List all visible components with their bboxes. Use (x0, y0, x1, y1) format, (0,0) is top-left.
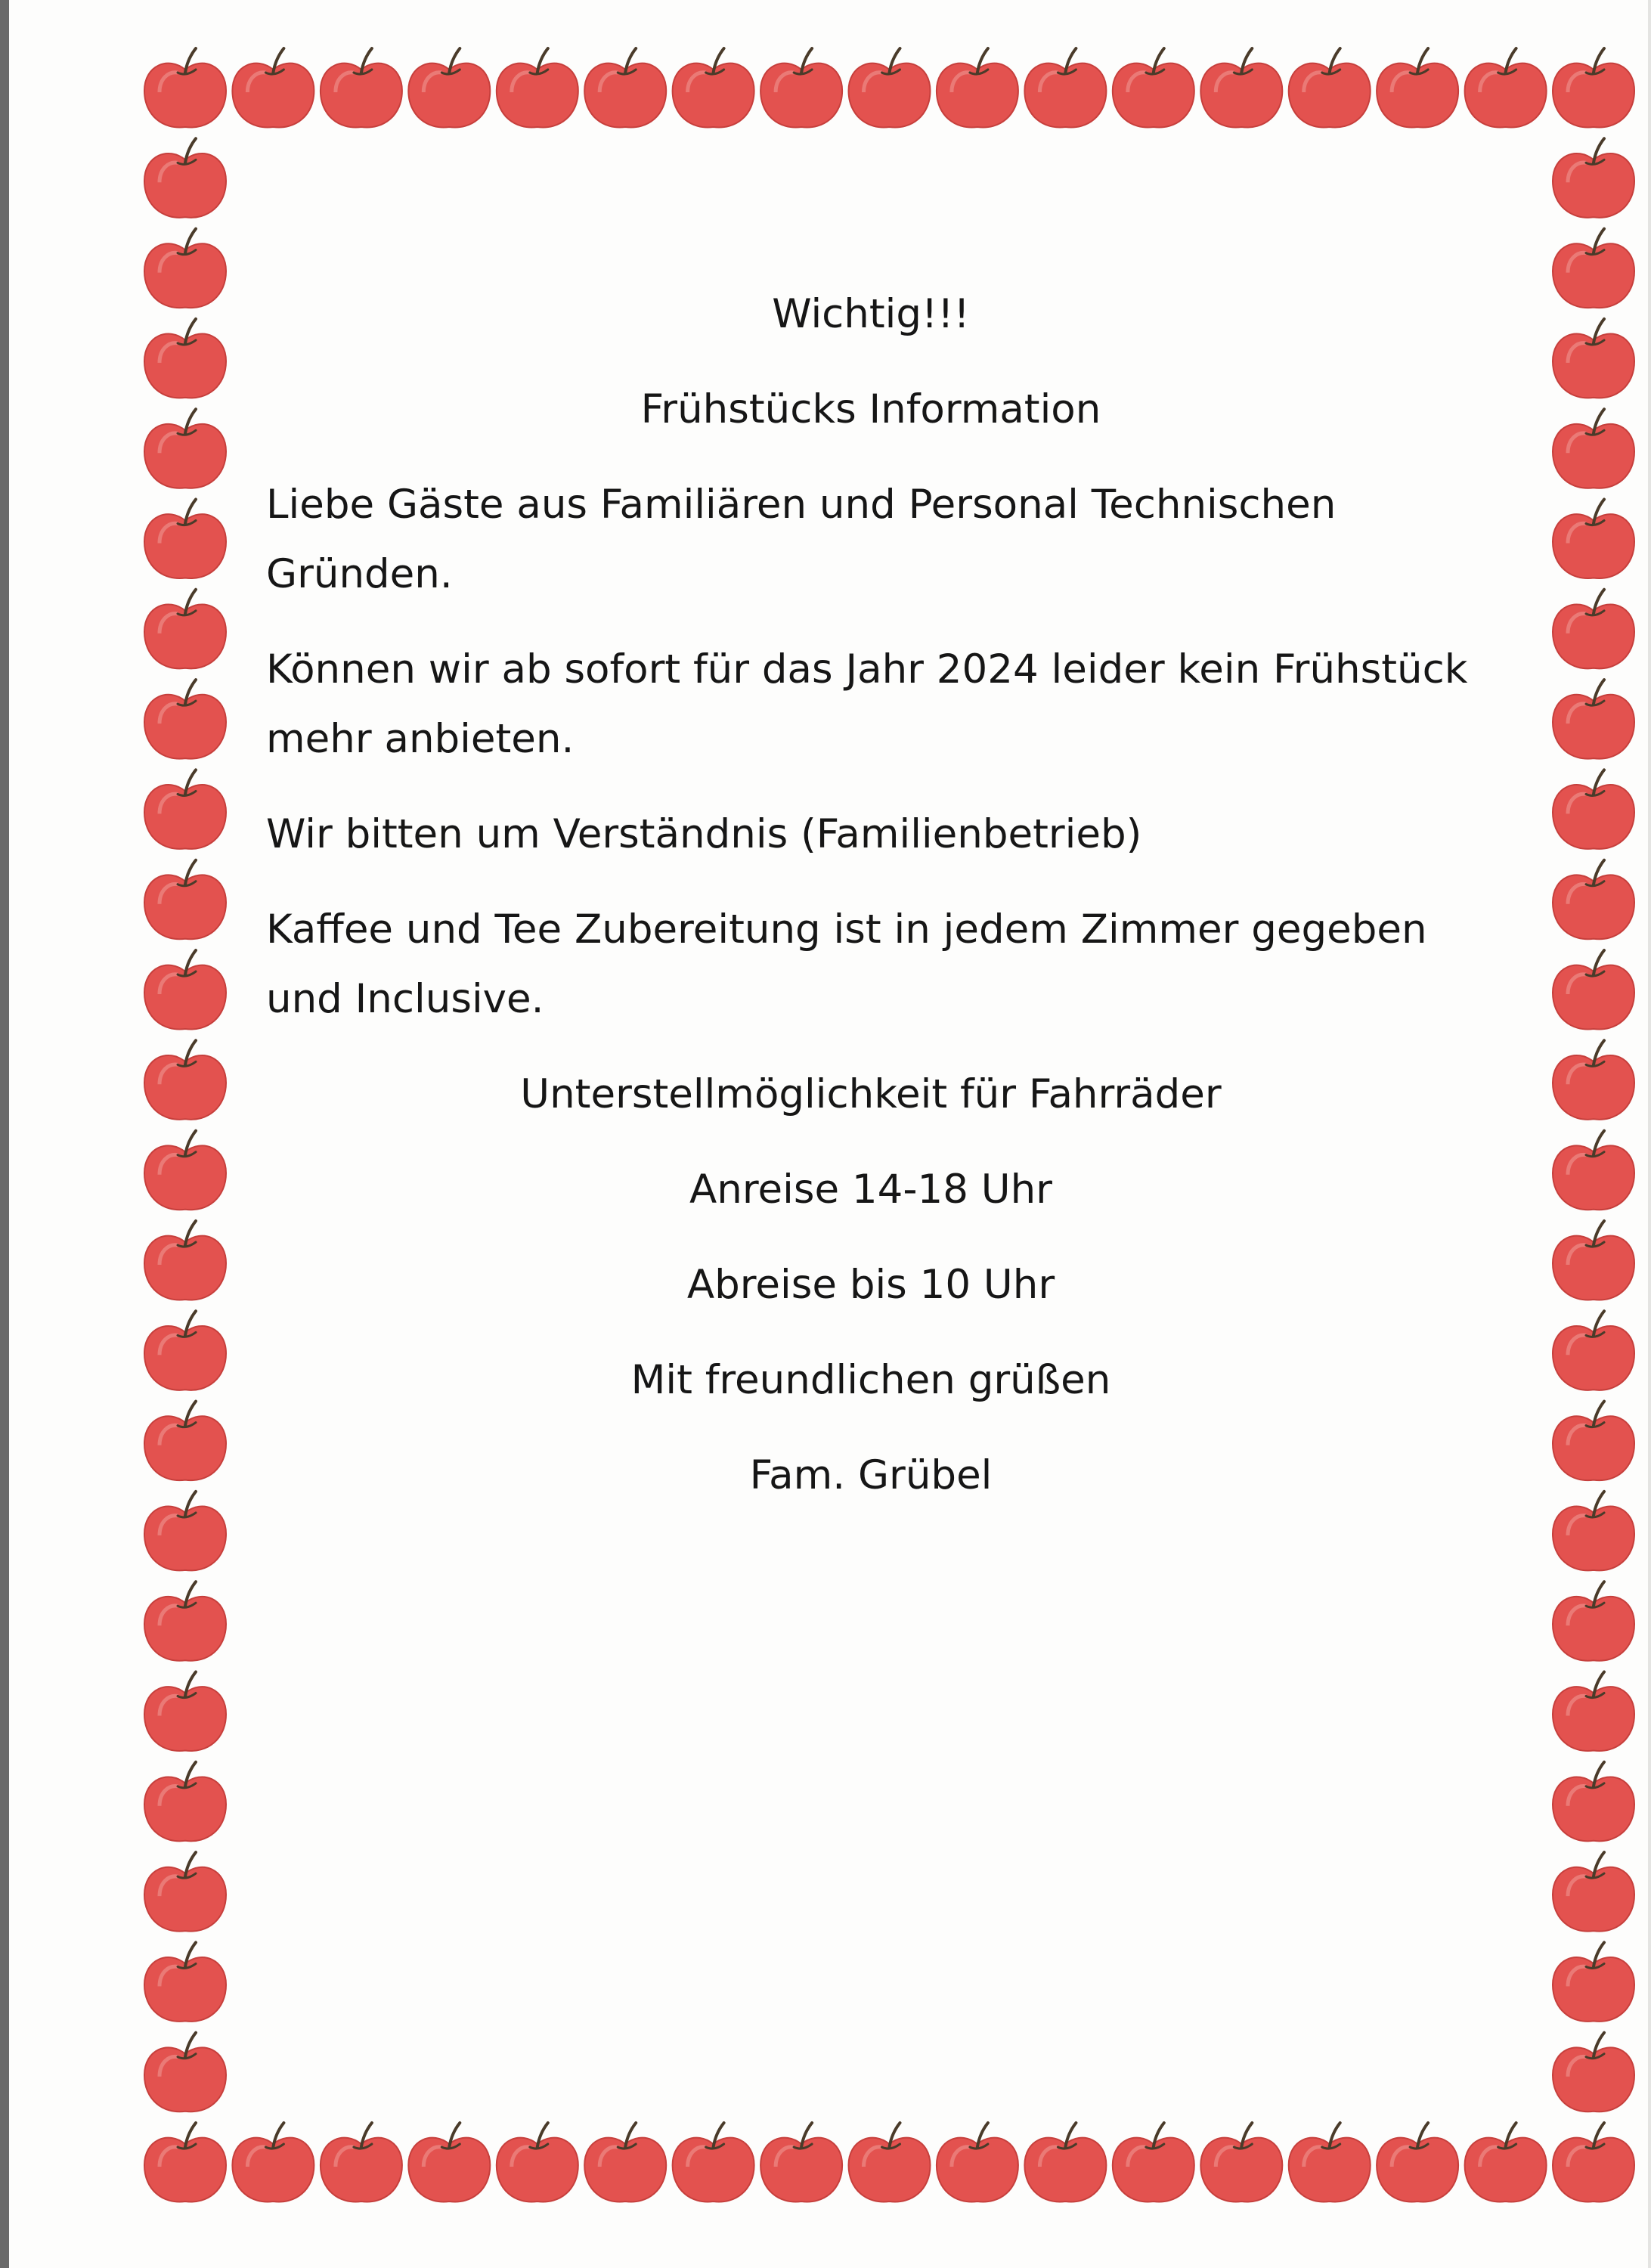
notice-heading: Wichtig!!! (772, 291, 970, 337)
apple-icon (1200, 2123, 1282, 2202)
apple-icon (1553, 770, 1634, 849)
apple-icon (144, 1040, 226, 1120)
apple-icon (849, 48, 931, 128)
apple-icon (1024, 48, 1106, 128)
apple-icon (144, 48, 226, 128)
apple-icon (321, 48, 402, 128)
apple-icon (673, 2123, 754, 2202)
apple-icon (1553, 319, 1634, 398)
scan-edge-shadow (0, 0, 9, 2268)
apple-icon (584, 48, 666, 128)
apple-icon (1113, 48, 1194, 128)
notice-paragraph-reason: Liebe Gäste aus Familiären und Personal Technischen Gründen. (266, 482, 1337, 597)
apple-icon (1553, 860, 1634, 940)
apple-icon (144, 1582, 226, 1661)
apple-icon (232, 48, 314, 128)
apple-icon (1553, 500, 1634, 579)
apple-icon (1553, 1131, 1634, 1210)
notice-title: Frühstücks Information (640, 386, 1101, 432)
apple-icon (849, 2123, 931, 2202)
apple-icon (144, 1762, 226, 1842)
apple-icon (321, 2123, 402, 2202)
apple-icon (937, 48, 1018, 128)
apple-icon (144, 500, 226, 579)
notice-signature: Fam. Grübel (749, 1452, 993, 1498)
notice-bike-storage: Unterstellmöglichkeit für Fahrräder (520, 1071, 1222, 1117)
apple-icon (1113, 2123, 1194, 2202)
apple-icon (1289, 48, 1371, 128)
apple-icon (144, 770, 226, 849)
notice-departure-time: Abreise bis 10 Uhr (686, 1262, 1055, 1308)
apple-icon (1377, 48, 1458, 128)
apple-icon (497, 2123, 578, 2202)
apple-icon (1553, 138, 1634, 218)
apple-icon (408, 2123, 490, 2202)
notice-closing: Mit freundlichen grüßen (630, 1357, 1111, 1403)
apple-icon (144, 229, 226, 308)
apple-icon (497, 48, 578, 128)
apple-icon (1553, 1492, 1634, 1571)
apple-icon (1553, 1311, 1634, 1390)
apple-icon (1465, 48, 1547, 128)
notice-arrival-time: Anreise 14-18 Uhr (689, 1167, 1052, 1213)
apple-icon (1024, 2123, 1106, 2202)
apple-icon (144, 1311, 226, 1390)
apple-icon (1553, 409, 1634, 488)
apple-icon (1553, 1040, 1634, 1120)
apple-icon (1553, 2033, 1634, 2112)
apple-icon (1553, 1221, 1634, 1300)
apple-icon (760, 2123, 842, 2202)
apple-icon (144, 950, 226, 1030)
apple-icon (144, 1852, 226, 1932)
notice-paragraph-no-breakfast: Können wir ab sofort für das Jahr 2024 leider kein Frühstück mehr anbieten. (266, 646, 1468, 762)
apple-icon (144, 2033, 226, 2112)
notice-paragraph-understanding: Wir bitten um Verständnis (Familienbetrieb) (266, 811, 1142, 857)
apple-icon (144, 1402, 226, 1481)
notice-paragraph-coffee-tea: Kaffee und Tee Zubereitung ist in jedem Zimmer gegeben und Inclusive. (266, 906, 1427, 1022)
apple-icon (1553, 1672, 1634, 1752)
apple-icon (937, 2123, 1018, 2202)
apple-icon (1200, 48, 1282, 128)
scan-edge-right (1648, 0, 1651, 2268)
apple-icon (1553, 1582, 1634, 1661)
apple-icon (144, 319, 226, 398)
apple-icon (1553, 48, 1634, 128)
apple-icon (1553, 2123, 1634, 2202)
apple-icon (144, 860, 226, 940)
apple-icon (1553, 590, 1634, 669)
apple-icon (1553, 950, 1634, 1030)
apple-icon (1553, 1852, 1634, 1932)
apple-icon (1553, 1402, 1634, 1481)
apple-icon (144, 1672, 226, 1752)
breakfast-notice (266, 280, 1506, 1536)
apple-icon (144, 680, 226, 759)
apple-icon (1553, 680, 1634, 759)
apple-icon (144, 1131, 226, 1210)
apple-icon (144, 1942, 226, 2022)
apple-icon (232, 2123, 314, 2202)
apple-icon (760, 48, 842, 128)
apple-icon (673, 48, 754, 128)
apple-icon (1289, 2123, 1371, 2202)
apple-icon (144, 1492, 226, 1571)
apple-icon (144, 1221, 226, 1300)
apple-icon (1553, 1942, 1634, 2022)
apple-icon (1377, 2123, 1458, 2202)
apple-icon (1553, 229, 1634, 308)
apple-icon (584, 2123, 666, 2202)
apple-icon (408, 48, 490, 128)
apple-icon (144, 138, 226, 218)
apple-icon (144, 409, 226, 488)
apple-icon (1553, 1762, 1634, 1842)
apple-icon (144, 590, 226, 669)
apple-icon (1465, 2123, 1547, 2202)
apple-icon (144, 2123, 226, 2202)
